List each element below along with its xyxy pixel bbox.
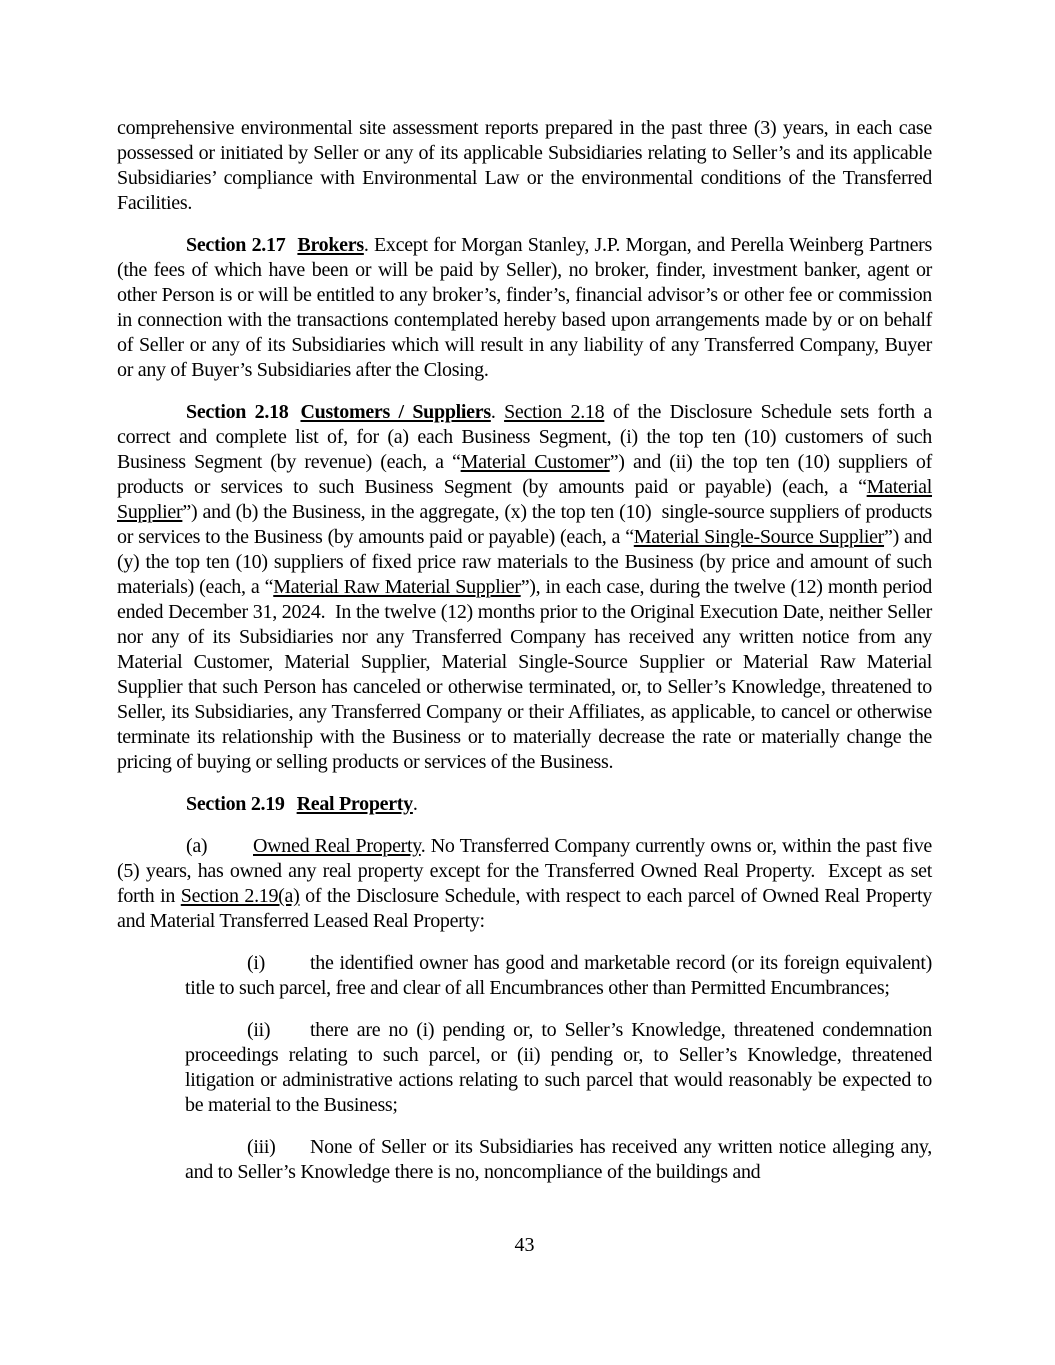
section-2-19a-paragraph: [117, 834, 932, 934]
section-2-17-title: Brokers: [297, 234, 364, 256]
section-2-18-body-3: ”) and (b) the Business, in the aggregate, (x) the top ten (10) single-source suppliers of products or services to the Business (by amounts paid or payable) (each, a “: [117, 501, 932, 548]
section-2-18-xref: Section 2.18: [504, 401, 605, 423]
section-2-19a-xref: Section 2.19(a): [180, 885, 300, 907]
list-marker-ii: (ii): [247, 1019, 271, 1041]
section-2-18-body-5: ”), in each case, during the twelve (12) month period ended December 31, 2024. In the twelve (12) months prior to the Original Execution Date, neither Seller nor any of its Subsidiaries nor any Transferred Company has received any written notice from any Material Customer, Material Supplier, Material Single-Source Supplier or Material Raw Material Supplier that such Person has canceled or otherwise terminated, or, to Seller’s Knowledge, threatened to Seller, its Subsidiaries, any Transferred Company or their Affiliates, as applicable, to cancel or otherwise terminate its relationship with the Business or to materially decrease the rate or materially change the pricing of buying or selling products or services of the Business.: [117, 576, 932, 773]
section-2-18-title: Customers / Suppliers: [300, 401, 491, 423]
list-item-iii: [185, 1135, 932, 1185]
defined-term-material-supplier: Material Supplier: [117, 476, 932, 523]
list-item-i-text: the identified owner has good and marketable record (or its foreign equivalent) title to such parcel, free and clear of all Encumbrances other than Permitted Encumbrances;: [185, 952, 932, 999]
section-2-18-paragraph: [117, 400, 932, 775]
section-2-17-paragraph: [117, 233, 932, 383]
page-number: 43: [514, 1234, 535, 1256]
section-2-17-label: Section 2.17: [186, 234, 286, 256]
defined-term-material-customer: Material Customer: [460, 451, 610, 473]
section-2-17-body: . Except for Morgan Stanley, J.P. Morgan, and Perella Weinberg Partners (the fees of which have been or will be paid by Seller), no broker, finder, investment banker, agent or other Person is or will be entitled to any broker’s, finder’s, financial advisor’s or other fee or commission in connection with the transactions contemplated hereby based upon arrangements made by or on behalf of Seller or any of its Subsidiaries which will result in any liability of any Transferred Company, Buyer or any of Buyer’s Subsidiaries after the Closing.: [117, 234, 932, 381]
list-marker-a: (a): [186, 835, 208, 857]
defined-term-material-raw-material-supplier: Material Raw Material Supplier: [273, 576, 521, 598]
paragraph-text: comprehensive environmental site assessment reports prepared in the past three (3) years, in each case possessed or initiated by Seller or any of its applicable Subsidiaries relating to Seller’s and its applicable Subsidiaries’ compliance with Environmental Law or the environmental conditions of the Transferred Facilities.: [117, 117, 932, 214]
list-item-ii-text: there are no (i) pending or, to Seller’s Knowledge, threatened condemnation proceedings relating to such parcel, or (ii) pending or, to Seller’s Knowledge, threatened litigation or administrative actions relating to such parcel that would reasonably be expected to be material to the Business;: [185, 1019, 932, 1116]
section-2-19-title: Real Property: [296, 793, 413, 815]
section-2-18-body-4: ”) and (y) the top ten (10) suppliers of fixed price raw materials to the Business (by price and amount of such materials) (each, a “: [117, 526, 933, 598]
page-body: [117, 116, 932, 1202]
section-2-19a-body-1: . No Transferred Company currently owns or, within the past five (5) years, has owned any real property except for the Transferred Owned Real Property. Except as set forth in: [117, 835, 932, 907]
list-item-i: [185, 951, 932, 1001]
section-2-18-label: Section 2.18: [186, 401, 289, 423]
section-2-18-after-title: .: [490, 401, 505, 423]
section-2-19-heading: [117, 792, 932, 817]
list-marker-iii: (iii): [247, 1136, 276, 1158]
list-item-iii-text: None of Seller or its Subsidiaries has received any written notice alleging any, and to Seller’s Knowledge there is no, noncompliance of the buildings and: [185, 1136, 932, 1183]
paragraph-continuation: [117, 116, 932, 216]
defined-term-owned-real-property: Owned Real Property: [253, 835, 421, 857]
section-2-18-body-2: ”) and (ii) the top ten (10) suppliers of products or services to such Business Segment (by amounts paid or payable) (each, a “: [117, 451, 932, 498]
list-item-ii: [185, 1018, 932, 1118]
defined-term-material-single-source-supplier: Material Single-Source Supplier: [633, 526, 885, 548]
section-2-19-label: Section 2.19: [186, 793, 285, 815]
section-2-18-body-1: of the Disclosure Schedule sets forth a correct and complete list of, for (a) each Business Segment, (i) the top ten (10) customers of such Business Segment (by revenue) (each, a “: [117, 401, 933, 473]
section-2-19-after-title: .: [412, 793, 418, 815]
section-2-19a-body-2: of the Disclosure Schedule, with respect to each parcel of Owned Real Property and Material Transferred Leased Real Property:: [117, 885, 932, 932]
list-marker-i: (i): [247, 952, 265, 974]
